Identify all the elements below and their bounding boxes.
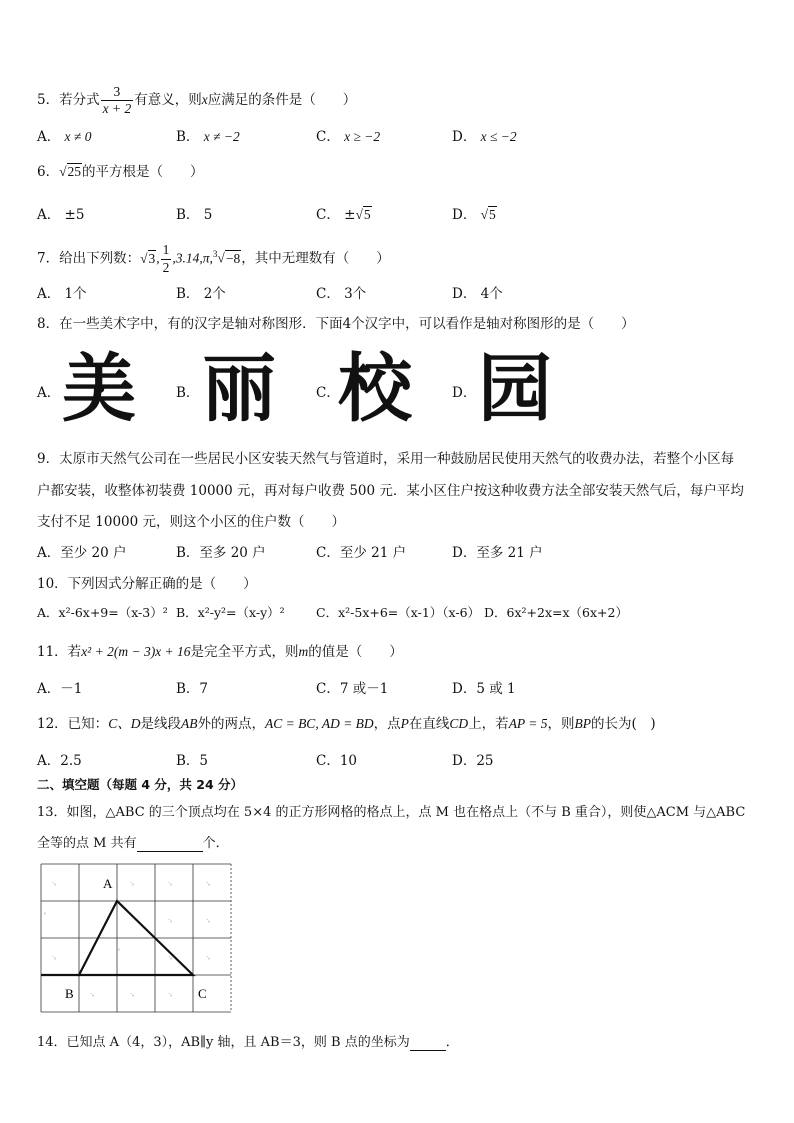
question-9-line-3: 支付不足 10000 元，则这个小区的住户数（ ） xyxy=(37,514,346,530)
q12-text-1: 是线段 xyxy=(140,716,181,732)
q12-text-4: 在直线 xyxy=(408,716,450,732)
q7-option-c xyxy=(316,282,366,302)
q12-text-5: 上，若 xyxy=(468,716,509,732)
q9-option-a-label: A． xyxy=(37,545,61,561)
svg-text:·ₑ: ·ₑ xyxy=(52,953,57,961)
q11-prefix: 11．若 xyxy=(37,644,82,660)
q9-option-c-label: C． xyxy=(316,545,340,561)
q9-option-b xyxy=(176,541,266,561)
q12-point-p: P xyxy=(400,716,409,731)
q8-option-c-label: C． xyxy=(316,385,340,401)
q9-option-b-text: 至多 20 户 xyxy=(199,545,266,561)
q5-frac-den: x + 2 xyxy=(102,101,132,116)
q10-option-a-text: x²-6x+9=（x-3）² xyxy=(58,605,168,620)
q5-option-a-label: A． xyxy=(37,129,61,145)
q12-option-b-text: 5 xyxy=(199,753,209,769)
q12-option-a-label: A． xyxy=(37,753,61,769)
q7-option-a xyxy=(37,282,87,302)
q11-middle: 是完全平方式，则 xyxy=(190,644,299,660)
svg-text:ₑ: ₑ xyxy=(118,944,120,952)
question-6 xyxy=(37,160,204,180)
label-a: A xyxy=(103,876,113,891)
q9-option-c xyxy=(316,541,406,561)
q12-points-cd: C、D xyxy=(108,716,141,731)
q7-option-d-text: 4个 xyxy=(480,286,503,302)
q10-option-c-label: C． xyxy=(316,605,339,620)
q14-answer-blank[interactable] xyxy=(410,1035,446,1051)
q7-sqrt3-radicand: 3 xyxy=(148,250,156,266)
q5-option-d-text: x ≤ −2 xyxy=(480,129,517,144)
q10-option-d xyxy=(484,603,628,621)
q7-fraction xyxy=(161,242,172,275)
q7-option-c-label: C． xyxy=(316,286,340,302)
q6-prefix: 6． xyxy=(37,164,60,180)
label-b: B xyxy=(65,986,74,1001)
q14-text: 14．已知点 A（4，3），AB∥y 轴，且 AB＝3，则 B 点的坐标为 xyxy=(37,1035,410,1050)
q11-option-d-text: 5 或 1 xyxy=(476,681,516,697)
q9-option-c-text: 至少 21 户 xyxy=(339,545,407,561)
q9-option-b-label: B． xyxy=(176,545,200,561)
q12-option-d xyxy=(452,749,494,769)
q5-option-c-label: C． xyxy=(316,129,340,145)
q7-cube-root: $^3$√−8 xyxy=(212,249,241,266)
q6-option-c-label: C． xyxy=(316,207,340,223)
q11-option-c xyxy=(316,677,388,697)
cell-marks xyxy=(44,879,210,998)
q12-line-cd: CD xyxy=(449,716,469,731)
svg-text:·ₑ: ·ₑ xyxy=(90,990,95,998)
q12-text-3: ，点 xyxy=(373,716,401,732)
q12-text-7: 的长为( ) xyxy=(591,716,656,732)
q5-fraction xyxy=(101,84,134,117)
q8-option-b-char: 丽 xyxy=(202,346,276,432)
q6-sqrt: √25 xyxy=(59,164,82,179)
q10-option-c-text: x²-5x+6=（x-1）（x-6） xyxy=(338,605,481,620)
q10-option-a xyxy=(37,603,168,621)
question-11 xyxy=(37,640,403,660)
svg-text:·ₑ: ·ₑ xyxy=(168,916,173,924)
q7-option-a-text: 1个 xyxy=(64,286,87,302)
q6-option-d-radicand: 5 xyxy=(489,207,496,222)
q7-cube-index: 3 xyxy=(212,249,218,259)
q5-option-d xyxy=(452,125,517,145)
question-13-line-1: 13．如图，△ABC 的三个顶点均在 5×4 的正方形网格的格点上，点 M 也在格点上（不与 B 重合），则使△ACM 与△ABC xyxy=(37,805,746,820)
question-12 xyxy=(37,712,656,732)
q11-option-b xyxy=(176,677,208,697)
svg-text:·ₑ: ·ₑ xyxy=(52,879,57,887)
q6-option-a xyxy=(37,203,84,223)
q5-suffix-a: 有意义，则 xyxy=(134,92,202,108)
q14-suffix: ． xyxy=(445,1035,459,1050)
svg-text:·ₑ: ·ₑ xyxy=(168,879,173,887)
q8-option-d-label: D． xyxy=(452,385,477,401)
q7-frac-den: 2 xyxy=(162,259,170,275)
q11-option-c-label: C． xyxy=(316,681,340,697)
q10-option-d-text: 6x²+2x=x（6x+2） xyxy=(506,605,628,620)
q5-option-a xyxy=(37,125,91,145)
q6-option-d-sqrt: √5 xyxy=(480,207,496,222)
q6-option-b-label: B． xyxy=(176,207,200,223)
q11-option-d xyxy=(452,677,516,697)
question-8: 8．在一些美术字中，有的汉字是轴对称图形．下面4个汉字中，可以看作是轴对称图形的是（ ） xyxy=(37,316,635,332)
q7-option-c-text: 3个 xyxy=(344,286,367,302)
q12-ap-value: AP = 5 xyxy=(508,716,548,731)
q6-option-d-label: D． xyxy=(452,207,477,223)
q6-option-a-label: A． xyxy=(37,207,61,223)
q7-sqrt3: √3 xyxy=(140,250,156,266)
q5-suffix-b: 应满足的条件是（ ） xyxy=(207,92,357,108)
q11-option-a-label: A． xyxy=(37,681,61,697)
q6-option-a-text: ±5 xyxy=(64,207,85,223)
q12-option-c-label: C． xyxy=(316,753,340,769)
q8-option-a-label: A． xyxy=(37,385,61,401)
q9-option-a-text: 至少 20 户 xyxy=(60,545,127,561)
q11-option-b-label: B． xyxy=(176,681,200,697)
q6-radicand: 25 xyxy=(67,164,82,179)
q9-option-d-text: 至多 21 户 xyxy=(476,545,543,561)
q11-option-c-text: 7 或－1 xyxy=(339,681,389,697)
q7-suffix: ，其中无理数有（ ） xyxy=(241,250,390,267)
q11-option-a xyxy=(37,677,82,697)
question-13-line-2 xyxy=(37,832,229,852)
q6-option-d xyxy=(452,203,497,223)
q11-suffix: 的值是（ ） xyxy=(308,644,403,660)
q13-line2-suffix: 个． xyxy=(202,836,229,851)
q9-option-a xyxy=(37,541,127,561)
q8-option-a-char: 美 xyxy=(62,346,136,432)
q11-option-b-text: 7 xyxy=(199,681,209,697)
q6-option-c-pre: ± xyxy=(344,207,356,223)
q6-suffix: 的平方根是（ ） xyxy=(82,164,204,180)
svg-text:·ₑ: ·ₑ xyxy=(130,879,135,887)
q10-option-b-text: x²-y²=（x-y）² xyxy=(197,605,285,620)
q12-text-6: ，则 xyxy=(547,716,575,732)
svg-text:·ₑ: ·ₑ xyxy=(206,879,211,887)
label-c: C xyxy=(198,986,207,1001)
q12-option-b-label: B． xyxy=(176,753,200,769)
q12-option-a xyxy=(37,749,82,769)
q7-option-d xyxy=(452,282,503,302)
q13-answer-blank[interactable] xyxy=(137,836,203,852)
svg-text:·ₑ: ·ₑ xyxy=(168,953,173,961)
q5-option-c xyxy=(316,125,380,145)
q5-option-c-text: x ≥ −2 xyxy=(344,129,381,144)
q10-option-b xyxy=(176,603,285,621)
q6-option-c-sqrt: √5 xyxy=(355,207,371,222)
q7-option-b-text: 2个 xyxy=(203,286,226,302)
q7-option-d-label: D． xyxy=(452,286,477,302)
q7-option-a-label: A． xyxy=(37,286,61,302)
q10-option-a-label: A． xyxy=(37,605,59,620)
question-9-line-2: 户都安装，收整体初装费 10000 元，再对每户收费 500 元．某小区住户按这种收费方法全部安装天然气后，每户平均 xyxy=(37,483,744,499)
q10-option-c xyxy=(316,603,480,621)
q6-option-b-text: 5 xyxy=(203,207,213,223)
q12-option-c-text: 10 xyxy=(339,753,358,769)
q7-comma: , xyxy=(156,250,160,266)
q5-prefix: 5．若分式 xyxy=(37,92,100,108)
q5-option-a-text: x ≠ 0 xyxy=(64,129,92,144)
q7-option-b xyxy=(176,282,226,302)
q6-option-c-radicand: 5 xyxy=(363,207,371,222)
q7-frac-num: 1 xyxy=(161,242,172,259)
q12-option-a-text: 2.5 xyxy=(60,753,82,769)
svg-text:·ₑ: ·ₑ xyxy=(206,953,211,961)
q5-option-b-label: B． xyxy=(176,129,200,145)
q6-option-b xyxy=(176,203,212,223)
q13-grid-figure xyxy=(38,862,238,1014)
question-5 xyxy=(37,80,356,120)
q5-option-d-label: D． xyxy=(452,129,477,145)
q11-var: m xyxy=(298,644,309,659)
q9-option-d-label: D． xyxy=(452,545,477,561)
q12-text-2: 外的两点， xyxy=(197,716,265,732)
q11-option-d-label: D． xyxy=(452,681,477,697)
question-7 xyxy=(37,234,390,274)
q7-prefix: 7．给出下列数： xyxy=(37,250,141,267)
q12-option-d-label: D． xyxy=(452,753,477,769)
q7-cube-radicand: −8 xyxy=(225,250,241,266)
q11-option-a-text: －1 xyxy=(60,681,83,697)
q12-option-d-text: 25 xyxy=(476,753,494,769)
q11-expression: x² + 2(m − 3)x + 16 xyxy=(81,644,191,659)
q9-option-d xyxy=(452,541,543,561)
q8-option-d-char: 园 xyxy=(478,346,552,432)
q12-option-b xyxy=(176,749,208,769)
q5-frac-num: 3 xyxy=(101,84,134,101)
q5-option-b xyxy=(176,125,240,145)
question-9-line-1: 9．太原市天然气公司在一些居民小区安装天然气与管道时，采用一种鼓励居民使用天然气的收费办法，若整个小区每 xyxy=(37,451,735,467)
q7-middle: ,3.14,π, xyxy=(172,250,213,266)
q10-option-d-label: D． xyxy=(484,605,507,620)
q6-option-c xyxy=(316,203,372,223)
q7-option-b-label: B． xyxy=(176,286,200,302)
svg-text:ₑ: ₑ xyxy=(44,908,46,916)
q12-prefix: 12．已知： xyxy=(37,716,109,732)
q12-bp: BP xyxy=(574,716,592,731)
q8-option-b-label: B． xyxy=(176,385,200,401)
question-14 xyxy=(37,1031,459,1051)
q8-option-c-char: 校 xyxy=(338,346,412,432)
q13-line2-text: 全等的点 M 共有 xyxy=(37,836,137,851)
svg-text:·ₑ: ·ₑ xyxy=(206,916,211,924)
q5-option-b-text: x ≠ −2 xyxy=(203,129,240,144)
question-10: 10．下列因式分解正确的是（ ） xyxy=(37,576,257,592)
q12-option-c xyxy=(316,749,357,769)
q5-var: x xyxy=(201,92,208,107)
q10-option-b-label: B． xyxy=(176,605,198,620)
q12-segment-ab: AB xyxy=(180,716,198,731)
svg-text:·ₑ: ·ₑ xyxy=(168,990,173,998)
section-2-title: 二、填空题（每题 4 分，共 24 分） xyxy=(37,777,244,792)
q12-equalities: AC = BC, AD = BD xyxy=(264,716,374,731)
svg-text:·ₑ: ·ₑ xyxy=(130,990,135,998)
